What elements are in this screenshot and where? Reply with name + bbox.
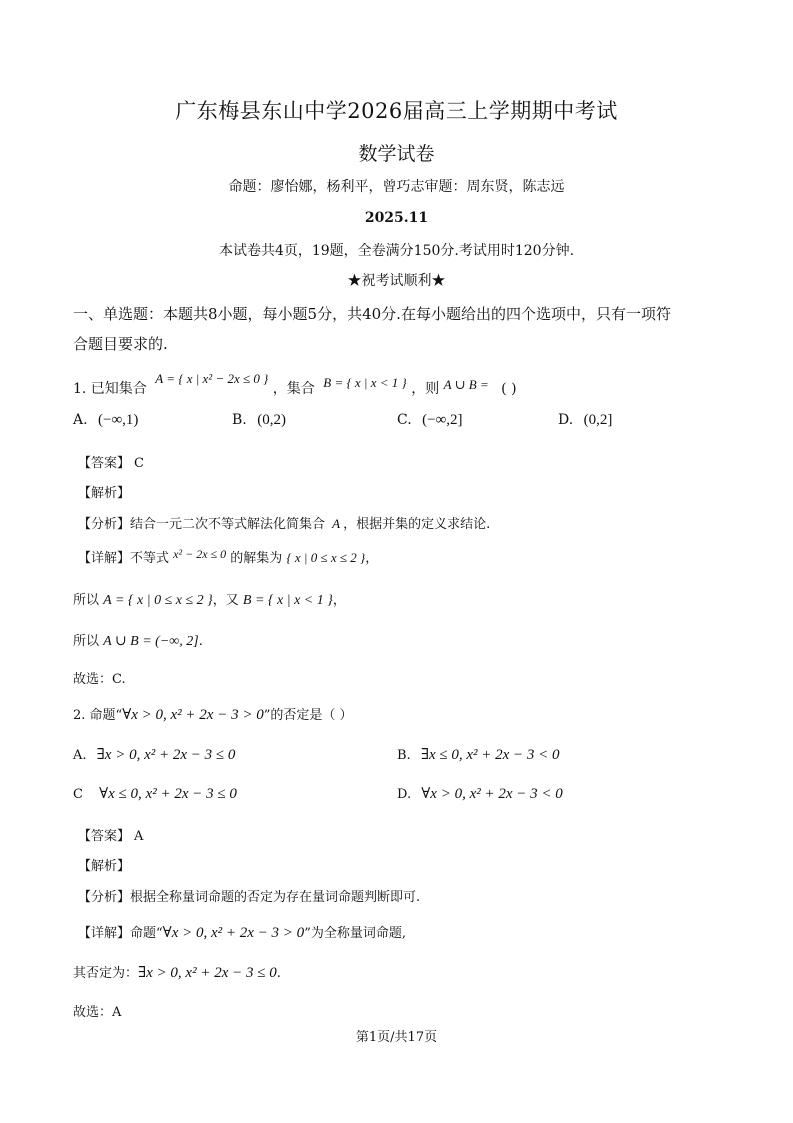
- set-b-expr: B = { x | x < 1 }: [242, 593, 333, 608]
- fenxi-tag: 【分析】: [78, 890, 131, 905]
- q2-option-d: [397, 784, 563, 803]
- fenxi-text: 根据全称量词命题的否定为存在量词命题判断即可.: [130, 890, 421, 905]
- option-value: (−∞,2]: [422, 412, 463, 428]
- q1-set-a: A = { x | x² − 2x ≤ 0 }: [155, 371, 269, 386]
- exam-title: 广东梅县东山中学2026届高三上学期期中考试: [175, 99, 618, 123]
- option-label: B.: [232, 412, 247, 428]
- option-label: D.: [558, 412, 574, 428]
- option-label: D.: [397, 787, 412, 802]
- q1-option-b: [232, 412, 286, 429]
- q2-option-a: [73, 745, 235, 764]
- option-value: (0,2): [257, 412, 286, 428]
- option-value: ∃x > 0, x² + 2x − 3 ≤ 0: [96, 747, 236, 763]
- q1-detail-line3: [73, 630, 203, 650]
- option-label: A.: [73, 412, 88, 428]
- q1-analysis-tag: 【解析】: [78, 486, 131, 501]
- q2-stem-text: ”的否定是（ ）: [263, 708, 353, 723]
- q1-fenxi: [78, 513, 490, 532]
- detail-inequality: x² − 2x ≤ 0: [173, 547, 227, 561]
- option-value: ∃x ≤ 0, x² + 2x − 3 < 0: [420, 747, 560, 763]
- q1-set-b: B = { x | x < 1 }: [323, 375, 407, 390]
- q1-answer-paren: ( ): [501, 381, 517, 397]
- q2-analysis-tag: 【解析】: [78, 859, 131, 874]
- fenxi-var: A: [332, 516, 341, 531]
- page-footer: 第1页/共17页: [355, 1030, 438, 1045]
- q1-answer: [78, 452, 144, 471]
- detail-text: 所以: [73, 634, 100, 649]
- q2-answer: [78, 825, 143, 844]
- negation-expr: ∃x > 0, x² + 2x − 3 ≤ 0: [138, 965, 277, 981]
- q2-stem-text: 2. 命题“: [73, 708, 123, 723]
- q1-number: 1. 已知集合: [73, 381, 147, 397]
- q1-option-d: [558, 412, 612, 429]
- detail-tag: 【详解】: [78, 551, 131, 566]
- q2-proposition: ∀x > 0, x² + 2x − 3 > 0: [122, 707, 264, 723]
- q1-detail-line2: [73, 589, 346, 609]
- fenxi-text: 结合一元二次不等式解法化简集合: [130, 517, 326, 532]
- q1-option-a: [73, 412, 138, 429]
- option-value: (0,2]: [583, 412, 613, 428]
- detail-text: .: [276, 966, 281, 981]
- detail-text: ”为全称量词命题,: [304, 926, 406, 941]
- q2-fenxi: [78, 886, 420, 905]
- answer-value: C: [134, 456, 144, 471]
- detail-text: ，: [365, 551, 379, 566]
- answer-tag: 【答案】: [78, 456, 131, 471]
- detail-text: 的解集为: [230, 551, 283, 566]
- q1-stem: [73, 371, 517, 398]
- detail-text: 不等式: [130, 551, 170, 566]
- q1-detail-line1: [78, 547, 378, 566]
- q2-stem: [73, 704, 352, 724]
- answer-tag: 【答案】: [78, 829, 131, 844]
- detail-text: 所以: [73, 593, 100, 608]
- q2-choose: 故选：A: [73, 1005, 122, 1020]
- q1-option-c: [397, 412, 463, 429]
- exam-info: 本试卷共4页，19题，全卷满分150分.考试用时120分钟.: [218, 243, 575, 259]
- q1-then-text: ，则: [411, 381, 440, 397]
- option-label: C.: [397, 412, 412, 428]
- section-heading-line1: 一、单选题：本题共8小题，每小题5分，共40分.在每小题给出的四个选项中，只有一项符: [73, 305, 671, 323]
- detail-text: .: [198, 634, 203, 649]
- q2-detail: [78, 922, 406, 942]
- detail-solution-set: { x | 0 ≤ x ≤ 2 }: [286, 550, 366, 565]
- detail-text: ，又: [212, 593, 239, 608]
- exam-subject: 数学试卷: [358, 143, 435, 165]
- fenxi-tag: 【分析】: [78, 517, 131, 532]
- q2-option-b: [397, 745, 560, 764]
- detail-tag: 【详解】: [78, 926, 131, 941]
- answer-value: A: [134, 829, 144, 844]
- fenxi-tail: ，根据并集的定义求结论.: [343, 517, 491, 532]
- option-value: ∀x ≤ 0, x² + 2x − 3 ≤ 0: [99, 786, 237, 802]
- section-heading-line2: 合题目要求的.: [73, 335, 168, 353]
- set-a-expr: A = { x | 0 ≤ x ≤ 2 }: [103, 593, 213, 608]
- q2-option-c: [73, 784, 237, 803]
- exam-wish: ★祝考试顺利★: [347, 273, 446, 289]
- option-value: ∀x > 0, x² + 2x − 3 < 0: [421, 786, 563, 802]
- detail-text: ，: [332, 593, 346, 608]
- q2-proposition: ∀x > 0, x² + 2x − 3 > 0: [162, 925, 305, 941]
- q1-union: A ∪ B =: [443, 377, 489, 392]
- exam-date: 2025.11: [364, 210, 429, 226]
- detail-text: 其否定为：: [73, 966, 139, 981]
- q2-negation: [73, 962, 281, 982]
- option-value: (−∞,1): [98, 412, 139, 428]
- exam-authors: 命题：廖怡娜，杨利平，曾巧志审题：周东贤，陈志远: [228, 179, 565, 195]
- option-label: A.: [73, 748, 87, 763]
- detail-text: 命题“: [130, 926, 163, 941]
- option-label: B.: [397, 748, 411, 763]
- q1-mid-text: ，集合: [272, 381, 315, 397]
- q1-choose: 故选：C.: [73, 672, 126, 687]
- union-result: A ∪ B = (−∞, 2]: [103, 634, 199, 649]
- option-label: C: [73, 787, 83, 802]
